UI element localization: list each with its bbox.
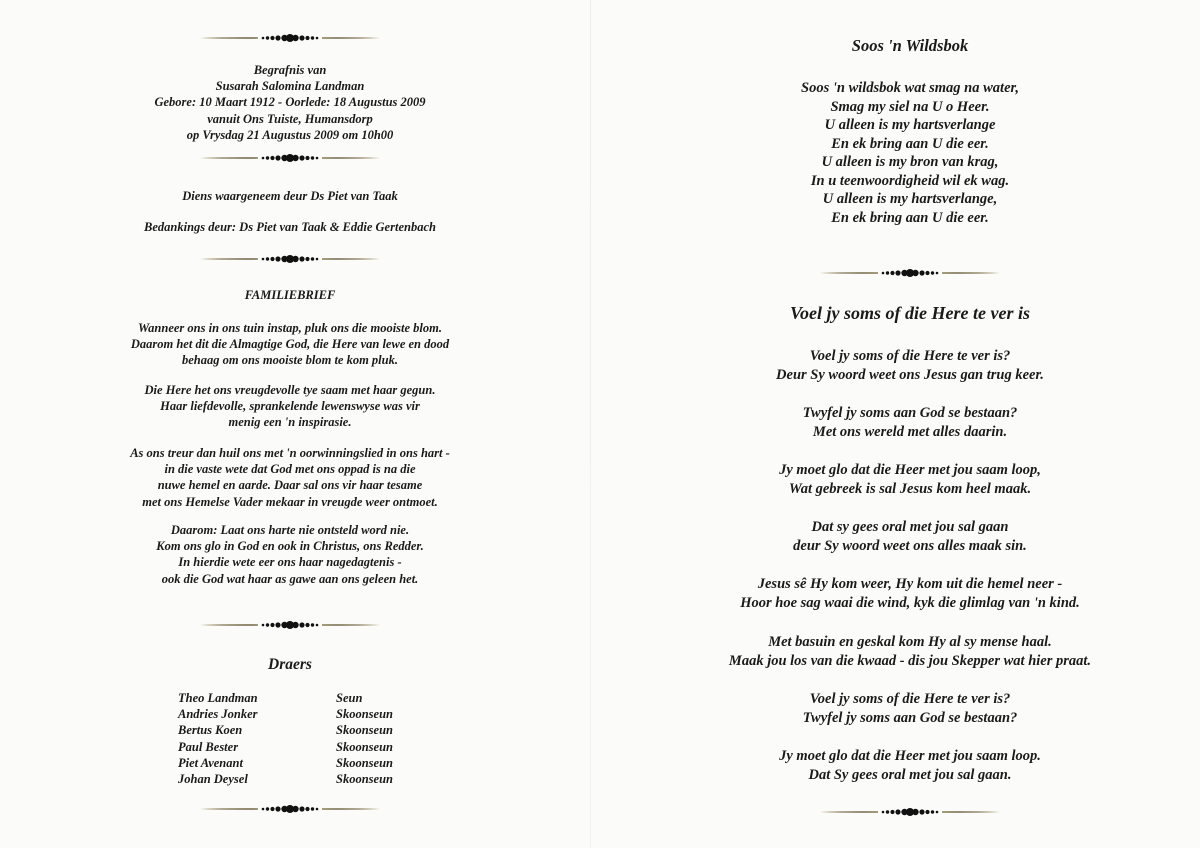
ornament-divider <box>820 267 1000 279</box>
song-stanza: Voel jy soms of die Here te ver is? Deur Sy woord weet ons Jesus gan trug keer. <box>776 348 1044 383</box>
ornament-divider <box>200 152 380 164</box>
header-line: Begrafnis van <box>253 63 327 77</box>
list-item <box>178 771 393 787</box>
list-item <box>178 739 393 755</box>
service-date: op Vrysdag 21 Augustus 2009 om 10h00 <box>186 127 394 142</box>
page-fold <box>590 0 591 848</box>
thanks-text <box>0 219 580 235</box>
ornament-divider <box>200 619 380 631</box>
birth-death-dates: Gebore: 10 Maart 1912 - Oorlede: 18 Augustus 2009 <box>154 95 426 110</box>
familiebrief-paragraph: As ons treur dan huil ons met 'n oorwinningslied in ons hart - in die vaste wete dat God met ons oppad is na die nuwe hemel en aarde. Daar sal ons vir haar tesame met ons Hemelse Vader mekaar in vreugde weer ontmoet. <box>130 446 450 509</box>
ornament-icon <box>820 806 1000 818</box>
funeral-header <box>0 62 580 143</box>
pallbearer-name: Andries Jonker <box>178 707 258 722</box>
pallbearer-name: Piet Avenant <box>178 755 243 770</box>
song-title: Voel jy soms of die Here te ver is <box>790 303 1030 323</box>
ornament-icon <box>200 253 380 265</box>
ornament-divider <box>200 253 380 265</box>
pallbearer-relation: Skoonseun <box>336 723 393 738</box>
right-page <box>600 0 1200 848</box>
pallbearer-relation: Skoonseun <box>336 739 393 754</box>
ornament-divider <box>200 803 380 815</box>
song-stanza: Dat sy gees oral met jou sal gaan deur Sy woord weet ons alles maak sin. <box>793 519 1027 554</box>
song-stanza: Jy moet glo dat die Heer met jou saam loop. Dat Sy gees oral met jou sal gaan. <box>779 748 1041 783</box>
pallbearer-name: Bertus Koen <box>178 723 243 738</box>
ornament-icon <box>820 267 1000 279</box>
ornament-icon <box>200 32 380 44</box>
familiebrief-paragraph: Daarom: Laat ons harte nie ontsteld word nie. Kom ons glo in God en ook in Christus, ons Redder. In hierdie wete eer ons haar nagedagtenis - ook die God wat haar as gawe aan ons geleen het. <box>156 523 424 586</box>
pallbearer-name: Theo Landman <box>178 691 258 705</box>
song-lyrics: Soos 'n wildsbok wat smag na water, Smag my siel na U o Heer. U alleen is my hartsverlange En ek bring aan U die eer. U alleen is my bron van krag, In u teenwoordigheid wil ek wag. U alleen is my hartsverlange, En ek bring aan U die eer. <box>801 80 1019 226</box>
song-stanza: Voel jy soms of die Here te ver is? Twyfel jy soms aan God se bestaan? <box>802 691 1018 726</box>
song-stanza: Met basuin en geskal kom Hy al sy mense haal. Maak jou los van die kwaad - dis jou Skepper wat hier praat. <box>728 634 1092 669</box>
familiebrief-title: FAMILIEBRIEF <box>244 288 336 302</box>
familiebrief-paragraph: Die Here het ons vreugdevolle tye saam met haar gegun. Haar liefdevolle, sprankelende lewenswyse was vir menig een 'n inspirasie. <box>144 383 436 430</box>
song-stanza: Jy moet glo dat die Heer met jou saam loop, Wat gebreek is sal Jesus kom heel maak. <box>779 462 1041 497</box>
list-item <box>178 690 393 706</box>
ornament-icon <box>200 803 380 815</box>
ornament-icon <box>200 619 380 631</box>
pallbearers-list <box>178 690 393 787</box>
ornament-divider <box>820 806 1000 818</box>
song-stanza: Twyfel jy soms aan God se bestaan? Met ons wereld met alles daarin. <box>802 405 1018 440</box>
service-line: Diens waargeneem deur Ds Piet van Taak <box>182 189 398 203</box>
draers-title: Draers <box>268 656 312 673</box>
thanks-line: Bedankings deur: Ds Piet van Taak & Eddie Gertenbach <box>144 220 436 234</box>
pallbearer-name: Johan Deysel <box>178 772 248 787</box>
song-title: Soos 'n Wildsbok <box>851 36 969 55</box>
list-item <box>178 706 393 722</box>
song-stanza: Jesus sê Hy kom weer, Hy kom uit die hemel neer - Hoor hoe sag waai die wind, kyk die glimlag van 'n kind. <box>740 576 1080 611</box>
pallbearer-relation: Skoonseun <box>336 707 393 722</box>
pallbearer-relation: Seun <box>336 691 363 705</box>
list-item <box>178 755 393 771</box>
service-text <box>0 188 580 204</box>
left-page <box>0 0 580 848</box>
ornament-icon <box>200 152 380 164</box>
familiebrief-paragraph: Wanneer ons in ons tuin instap, pluk ons die mooiste blom. Daarom het dit die Almagtige God, die Here van lewe en dood behaag om ons mooiste blom te kom pluk. <box>130 321 450 368</box>
pallbearer-relation: Skoonseun <box>336 772 393 787</box>
pallbearer-relation: Skoonseun <box>336 755 393 770</box>
ornament-divider <box>200 32 380 44</box>
list-item <box>178 722 393 738</box>
header-line: vanuit Ons Tuiste, Humansdorp <box>207 111 373 126</box>
deceased-name: Susarah Salomina Landman <box>215 79 365 94</box>
pallbearer-name: Paul Bester <box>178 739 239 754</box>
